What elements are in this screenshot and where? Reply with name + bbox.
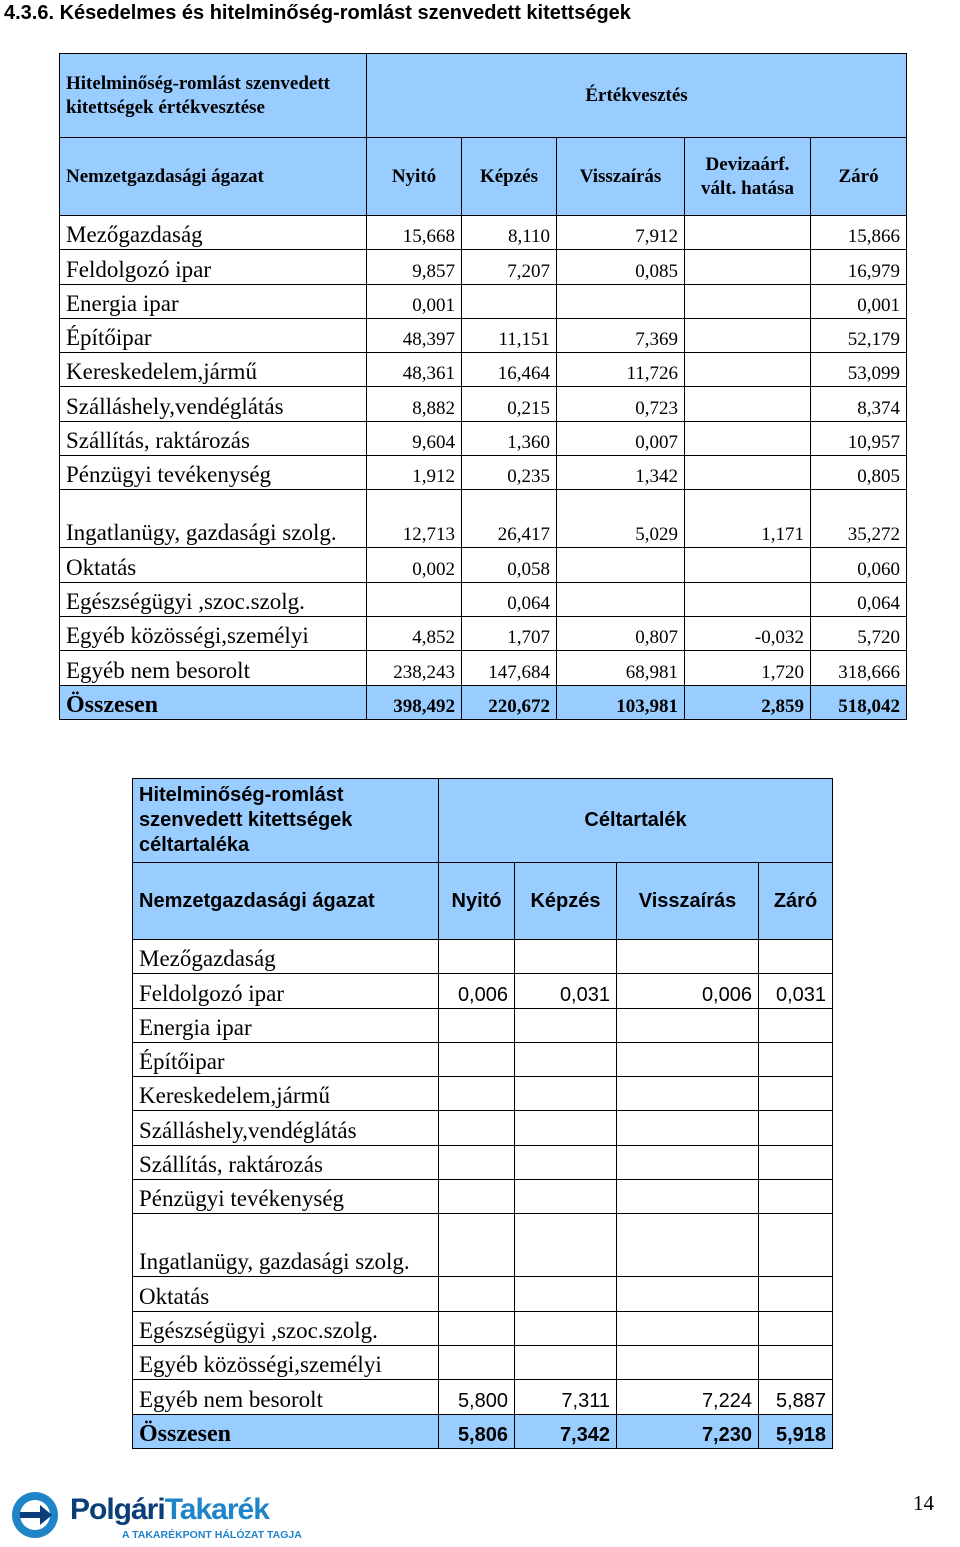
value-cell: -0,032 bbox=[685, 616, 811, 650]
value-cell bbox=[685, 284, 811, 318]
table-row bbox=[60, 250, 907, 284]
value-cell bbox=[439, 1145, 515, 1179]
value-cell bbox=[759, 1008, 833, 1042]
value-cell bbox=[515, 1111, 617, 1145]
value-cell: 0,807 bbox=[557, 616, 685, 650]
value-cell bbox=[439, 1345, 515, 1379]
table-row bbox=[60, 616, 907, 650]
value-cell: 12,713 bbox=[367, 490, 462, 548]
sector-name: Egyéb nem besorolt bbox=[133, 1380, 439, 1414]
table-row bbox=[133, 940, 833, 974]
table-row bbox=[133, 1345, 833, 1379]
value-cell bbox=[515, 1214, 617, 1277]
value-cell: 398,492 bbox=[367, 685, 462, 719]
value-cell bbox=[617, 1008, 759, 1042]
value-cell: 1,720 bbox=[685, 651, 811, 685]
value-cell: 0,006 bbox=[617, 974, 759, 1008]
value-cell: 9,857 bbox=[367, 250, 462, 284]
value-cell bbox=[685, 318, 811, 352]
table2-col-formation: Képzés bbox=[515, 863, 617, 940]
value-cell: 15,866 bbox=[811, 216, 907, 250]
value-cell bbox=[617, 1077, 759, 1111]
value-cell bbox=[685, 421, 811, 455]
sector-name: Ingatlanügy, gazdasági szolg. bbox=[60, 490, 367, 548]
value-cell: 52,179 bbox=[811, 318, 907, 352]
table-row bbox=[133, 1277, 833, 1311]
sector-name: Pénzügyi tevékenység bbox=[133, 1180, 439, 1214]
sector-name: Egyéb közösségi,személyi bbox=[60, 616, 367, 650]
table1-col-formation: Képzés bbox=[462, 138, 557, 216]
value-cell bbox=[439, 1077, 515, 1111]
value-cell bbox=[685, 216, 811, 250]
value-cell: 68,981 bbox=[557, 651, 685, 685]
table1-col-reversal: Visszaírás bbox=[557, 138, 685, 216]
table-row bbox=[60, 387, 907, 421]
value-cell: 0,006 bbox=[439, 974, 515, 1008]
table2-col-reversal: Visszaírás bbox=[617, 863, 759, 940]
value-cell: 1,912 bbox=[367, 456, 462, 490]
table-row bbox=[133, 1008, 833, 1042]
table-row bbox=[60, 651, 907, 685]
table-row bbox=[60, 216, 907, 250]
value-cell bbox=[439, 1111, 515, 1145]
sector-name: Szálláshely,vendéglátás bbox=[133, 1111, 439, 1145]
value-cell: 0,064 bbox=[462, 582, 557, 616]
value-cell bbox=[367, 582, 462, 616]
value-cell: 0,060 bbox=[811, 548, 907, 582]
section-heading: 4.3.6. Késedelmes és hitelminőség-romlást szenvedett kitettségek bbox=[4, 2, 631, 24]
value-cell: 7,230 bbox=[617, 1414, 759, 1448]
brand-name bbox=[70, 1493, 269, 1527]
value-cell bbox=[759, 1111, 833, 1145]
brand-name-part1: Polgári bbox=[70, 1493, 165, 1526]
value-cell: 1,707 bbox=[462, 616, 557, 650]
value-cell: 16,464 bbox=[462, 353, 557, 387]
value-cell: 15,668 bbox=[367, 216, 462, 250]
value-cell: 1,342 bbox=[557, 456, 685, 490]
sector-name: Energia ipar bbox=[133, 1008, 439, 1042]
value-cell bbox=[617, 1180, 759, 1214]
value-cell bbox=[515, 1180, 617, 1214]
table2-body bbox=[133, 940, 833, 1449]
sector-name: Építőipar bbox=[60, 318, 367, 352]
provision-table bbox=[132, 778, 833, 1449]
value-cell: 10,957 bbox=[811, 421, 907, 455]
value-cell: 1,360 bbox=[462, 421, 557, 455]
table-row bbox=[60, 353, 907, 387]
sector-name: Egészségügyi ,szoc.szolg. bbox=[133, 1311, 439, 1345]
brand-tagline: A TAKARÉKPONT HÁLÓZAT TAGJA bbox=[122, 1529, 302, 1541]
value-cell: 0,001 bbox=[811, 284, 907, 318]
total-row bbox=[60, 685, 907, 719]
sector-name: Mezőgazdaság bbox=[133, 940, 439, 974]
sector-name: Mezőgazdaság bbox=[60, 216, 367, 250]
table-row bbox=[133, 1111, 833, 1145]
value-cell: 53,099 bbox=[811, 353, 907, 387]
table-row bbox=[60, 421, 907, 455]
value-cell bbox=[685, 387, 811, 421]
value-cell bbox=[685, 582, 811, 616]
value-cell bbox=[617, 1277, 759, 1311]
table-row bbox=[133, 1380, 833, 1414]
value-cell: 518,042 bbox=[811, 685, 907, 719]
value-cell: 8,110 bbox=[462, 216, 557, 250]
sector-name: Szálláshely,vendéglátás bbox=[60, 387, 367, 421]
value-cell bbox=[759, 940, 833, 974]
value-cell: 7,912 bbox=[557, 216, 685, 250]
sector-name: Feldolgozó ipar bbox=[133, 974, 439, 1008]
value-cell bbox=[759, 1145, 833, 1179]
value-cell bbox=[759, 1277, 833, 1311]
value-cell: 16,979 bbox=[811, 250, 907, 284]
sector-name: Oktatás bbox=[133, 1277, 439, 1311]
value-cell: 220,672 bbox=[462, 685, 557, 719]
sector-name: Feldolgozó ipar bbox=[60, 250, 367, 284]
value-cell: 7,311 bbox=[515, 1380, 617, 1414]
value-cell bbox=[439, 1277, 515, 1311]
value-cell bbox=[439, 1214, 515, 1277]
value-cell: 1,171 bbox=[685, 490, 811, 548]
value-cell bbox=[685, 456, 811, 490]
table2-col-sector: Nemzetgazdasági ágazat bbox=[133, 863, 439, 940]
value-cell bbox=[439, 1042, 515, 1076]
table-row bbox=[133, 1077, 833, 1111]
value-cell: 0,805 bbox=[811, 456, 907, 490]
table1-col-fx-effect: Devizaárf. vált. hatása bbox=[685, 138, 811, 216]
table1-col-sector: Nemzetgazdasági ágazat bbox=[60, 138, 367, 216]
value-cell bbox=[759, 1214, 833, 1277]
table-row bbox=[60, 490, 907, 548]
table1-col-closing: Záró bbox=[811, 138, 907, 216]
value-cell bbox=[759, 1345, 833, 1379]
value-cell: 0,235 bbox=[462, 456, 557, 490]
value-cell bbox=[557, 284, 685, 318]
value-cell: 0,031 bbox=[515, 974, 617, 1008]
value-cell bbox=[617, 1111, 759, 1145]
value-cell bbox=[617, 1214, 759, 1277]
value-cell: 0,085 bbox=[557, 250, 685, 284]
value-cell: 5,029 bbox=[557, 490, 685, 548]
value-cell: 5,800 bbox=[439, 1380, 515, 1414]
value-cell bbox=[617, 1042, 759, 1076]
value-cell bbox=[515, 1042, 617, 1076]
value-cell bbox=[515, 1345, 617, 1379]
value-cell bbox=[439, 1008, 515, 1042]
value-cell bbox=[685, 353, 811, 387]
table-row bbox=[60, 456, 907, 490]
value-cell: 0,723 bbox=[557, 387, 685, 421]
value-cell bbox=[685, 250, 811, 284]
value-cell: 318,666 bbox=[811, 651, 907, 685]
value-cell: 35,272 bbox=[811, 490, 907, 548]
value-cell: 48,361 bbox=[367, 353, 462, 387]
table2-group-header: Céltartalék bbox=[439, 779, 833, 863]
polgari-takarek-logo bbox=[10, 1487, 300, 1545]
sector-name: Energia ipar bbox=[60, 284, 367, 318]
brand-name-part2: Takarék bbox=[164, 1493, 269, 1526]
value-cell bbox=[557, 548, 685, 582]
sector-name: Szállítás, raktározás bbox=[60, 421, 367, 455]
value-cell bbox=[685, 548, 811, 582]
value-cell: 26,417 bbox=[462, 490, 557, 548]
value-cell: 103,981 bbox=[557, 685, 685, 719]
value-cell: 8,374 bbox=[811, 387, 907, 421]
value-cell: 7,369 bbox=[557, 318, 685, 352]
value-cell bbox=[759, 1180, 833, 1214]
value-cell bbox=[515, 1077, 617, 1111]
value-cell: 0,064 bbox=[811, 582, 907, 616]
value-cell bbox=[759, 1077, 833, 1111]
value-cell bbox=[439, 1311, 515, 1345]
value-cell bbox=[515, 1008, 617, 1042]
table1-body bbox=[60, 216, 907, 720]
table-row bbox=[133, 1214, 833, 1277]
value-cell bbox=[515, 1277, 617, 1311]
sector-name: Összesen bbox=[60, 685, 367, 719]
sector-name: Oktatás bbox=[60, 548, 367, 582]
value-cell: 147,684 bbox=[462, 651, 557, 685]
sector-name: Egyéb közösségi,személyi bbox=[133, 1345, 439, 1379]
sector-name: Kereskedelem,jármű bbox=[60, 353, 367, 387]
sector-name: Szállítás, raktározás bbox=[133, 1145, 439, 1179]
sector-name: Kereskedelem,jármű bbox=[133, 1077, 439, 1111]
value-cell bbox=[759, 1311, 833, 1345]
table2-col-closing: Záró bbox=[759, 863, 833, 940]
total-row bbox=[133, 1414, 833, 1448]
impairment-table bbox=[59, 53, 907, 720]
value-cell bbox=[515, 940, 617, 974]
value-cell bbox=[557, 582, 685, 616]
table1-corner-header: Hitelminőség-romlást szenvedett kitettségek értékvesztése bbox=[60, 54, 367, 138]
value-cell bbox=[617, 1145, 759, 1179]
value-cell bbox=[515, 1311, 617, 1345]
value-cell: 0,215 bbox=[462, 387, 557, 421]
table-row bbox=[133, 1311, 833, 1345]
value-cell bbox=[617, 940, 759, 974]
value-cell: 2,859 bbox=[685, 685, 811, 719]
logo-emblem-icon bbox=[10, 1490, 60, 1540]
value-cell: 238,243 bbox=[367, 651, 462, 685]
value-cell: 7,224 bbox=[617, 1380, 759, 1414]
value-cell: 9,604 bbox=[367, 421, 462, 455]
table2-col-opening: Nyitó bbox=[439, 863, 515, 940]
sector-name: Egyéb nem besorolt bbox=[60, 651, 367, 685]
value-cell: 7,342 bbox=[515, 1414, 617, 1448]
value-cell: 11,726 bbox=[557, 353, 685, 387]
table-row bbox=[60, 548, 907, 582]
value-cell: 5,806 bbox=[439, 1414, 515, 1448]
value-cell: 11,151 bbox=[462, 318, 557, 352]
page-number: 14 bbox=[913, 1491, 934, 1515]
value-cell: 0,002 bbox=[367, 548, 462, 582]
value-cell: 48,397 bbox=[367, 318, 462, 352]
table-row bbox=[133, 1042, 833, 1076]
table-row bbox=[133, 974, 833, 1008]
table-row bbox=[60, 318, 907, 352]
sector-name: Összesen bbox=[133, 1414, 439, 1448]
table1-group-header: Értékvesztés bbox=[367, 54, 907, 138]
sector-name: Pénzügyi tevékenység bbox=[60, 456, 367, 490]
value-cell bbox=[617, 1311, 759, 1345]
table-row bbox=[60, 582, 907, 616]
sector-name: Egészségügyi ,szoc.szolg. bbox=[60, 582, 367, 616]
value-cell bbox=[462, 284, 557, 318]
value-cell: 0,007 bbox=[557, 421, 685, 455]
value-cell bbox=[759, 1042, 833, 1076]
value-cell: 7,207 bbox=[462, 250, 557, 284]
value-cell: 4,852 bbox=[367, 616, 462, 650]
value-cell bbox=[617, 1345, 759, 1379]
table-row bbox=[133, 1180, 833, 1214]
value-cell: 5,918 bbox=[759, 1414, 833, 1448]
value-cell: 0,031 bbox=[759, 974, 833, 1008]
value-cell bbox=[439, 940, 515, 974]
table-row bbox=[60, 284, 907, 318]
table1-col-opening: Nyitó bbox=[367, 138, 462, 216]
value-cell: 0,058 bbox=[462, 548, 557, 582]
value-cell: 5,887 bbox=[759, 1380, 833, 1414]
table-row bbox=[133, 1145, 833, 1179]
value-cell: 0,001 bbox=[367, 284, 462, 318]
value-cell bbox=[515, 1145, 617, 1179]
value-cell: 5,720 bbox=[811, 616, 907, 650]
sector-name: Építőipar bbox=[133, 1042, 439, 1076]
table2-corner-header: Hitelminőség-romlást szenvedett kitettségek céltartaléka bbox=[133, 779, 439, 863]
value-cell: 8,882 bbox=[367, 387, 462, 421]
sector-name: Ingatlanügy, gazdasági szolg. bbox=[133, 1214, 439, 1277]
value-cell bbox=[439, 1180, 515, 1214]
